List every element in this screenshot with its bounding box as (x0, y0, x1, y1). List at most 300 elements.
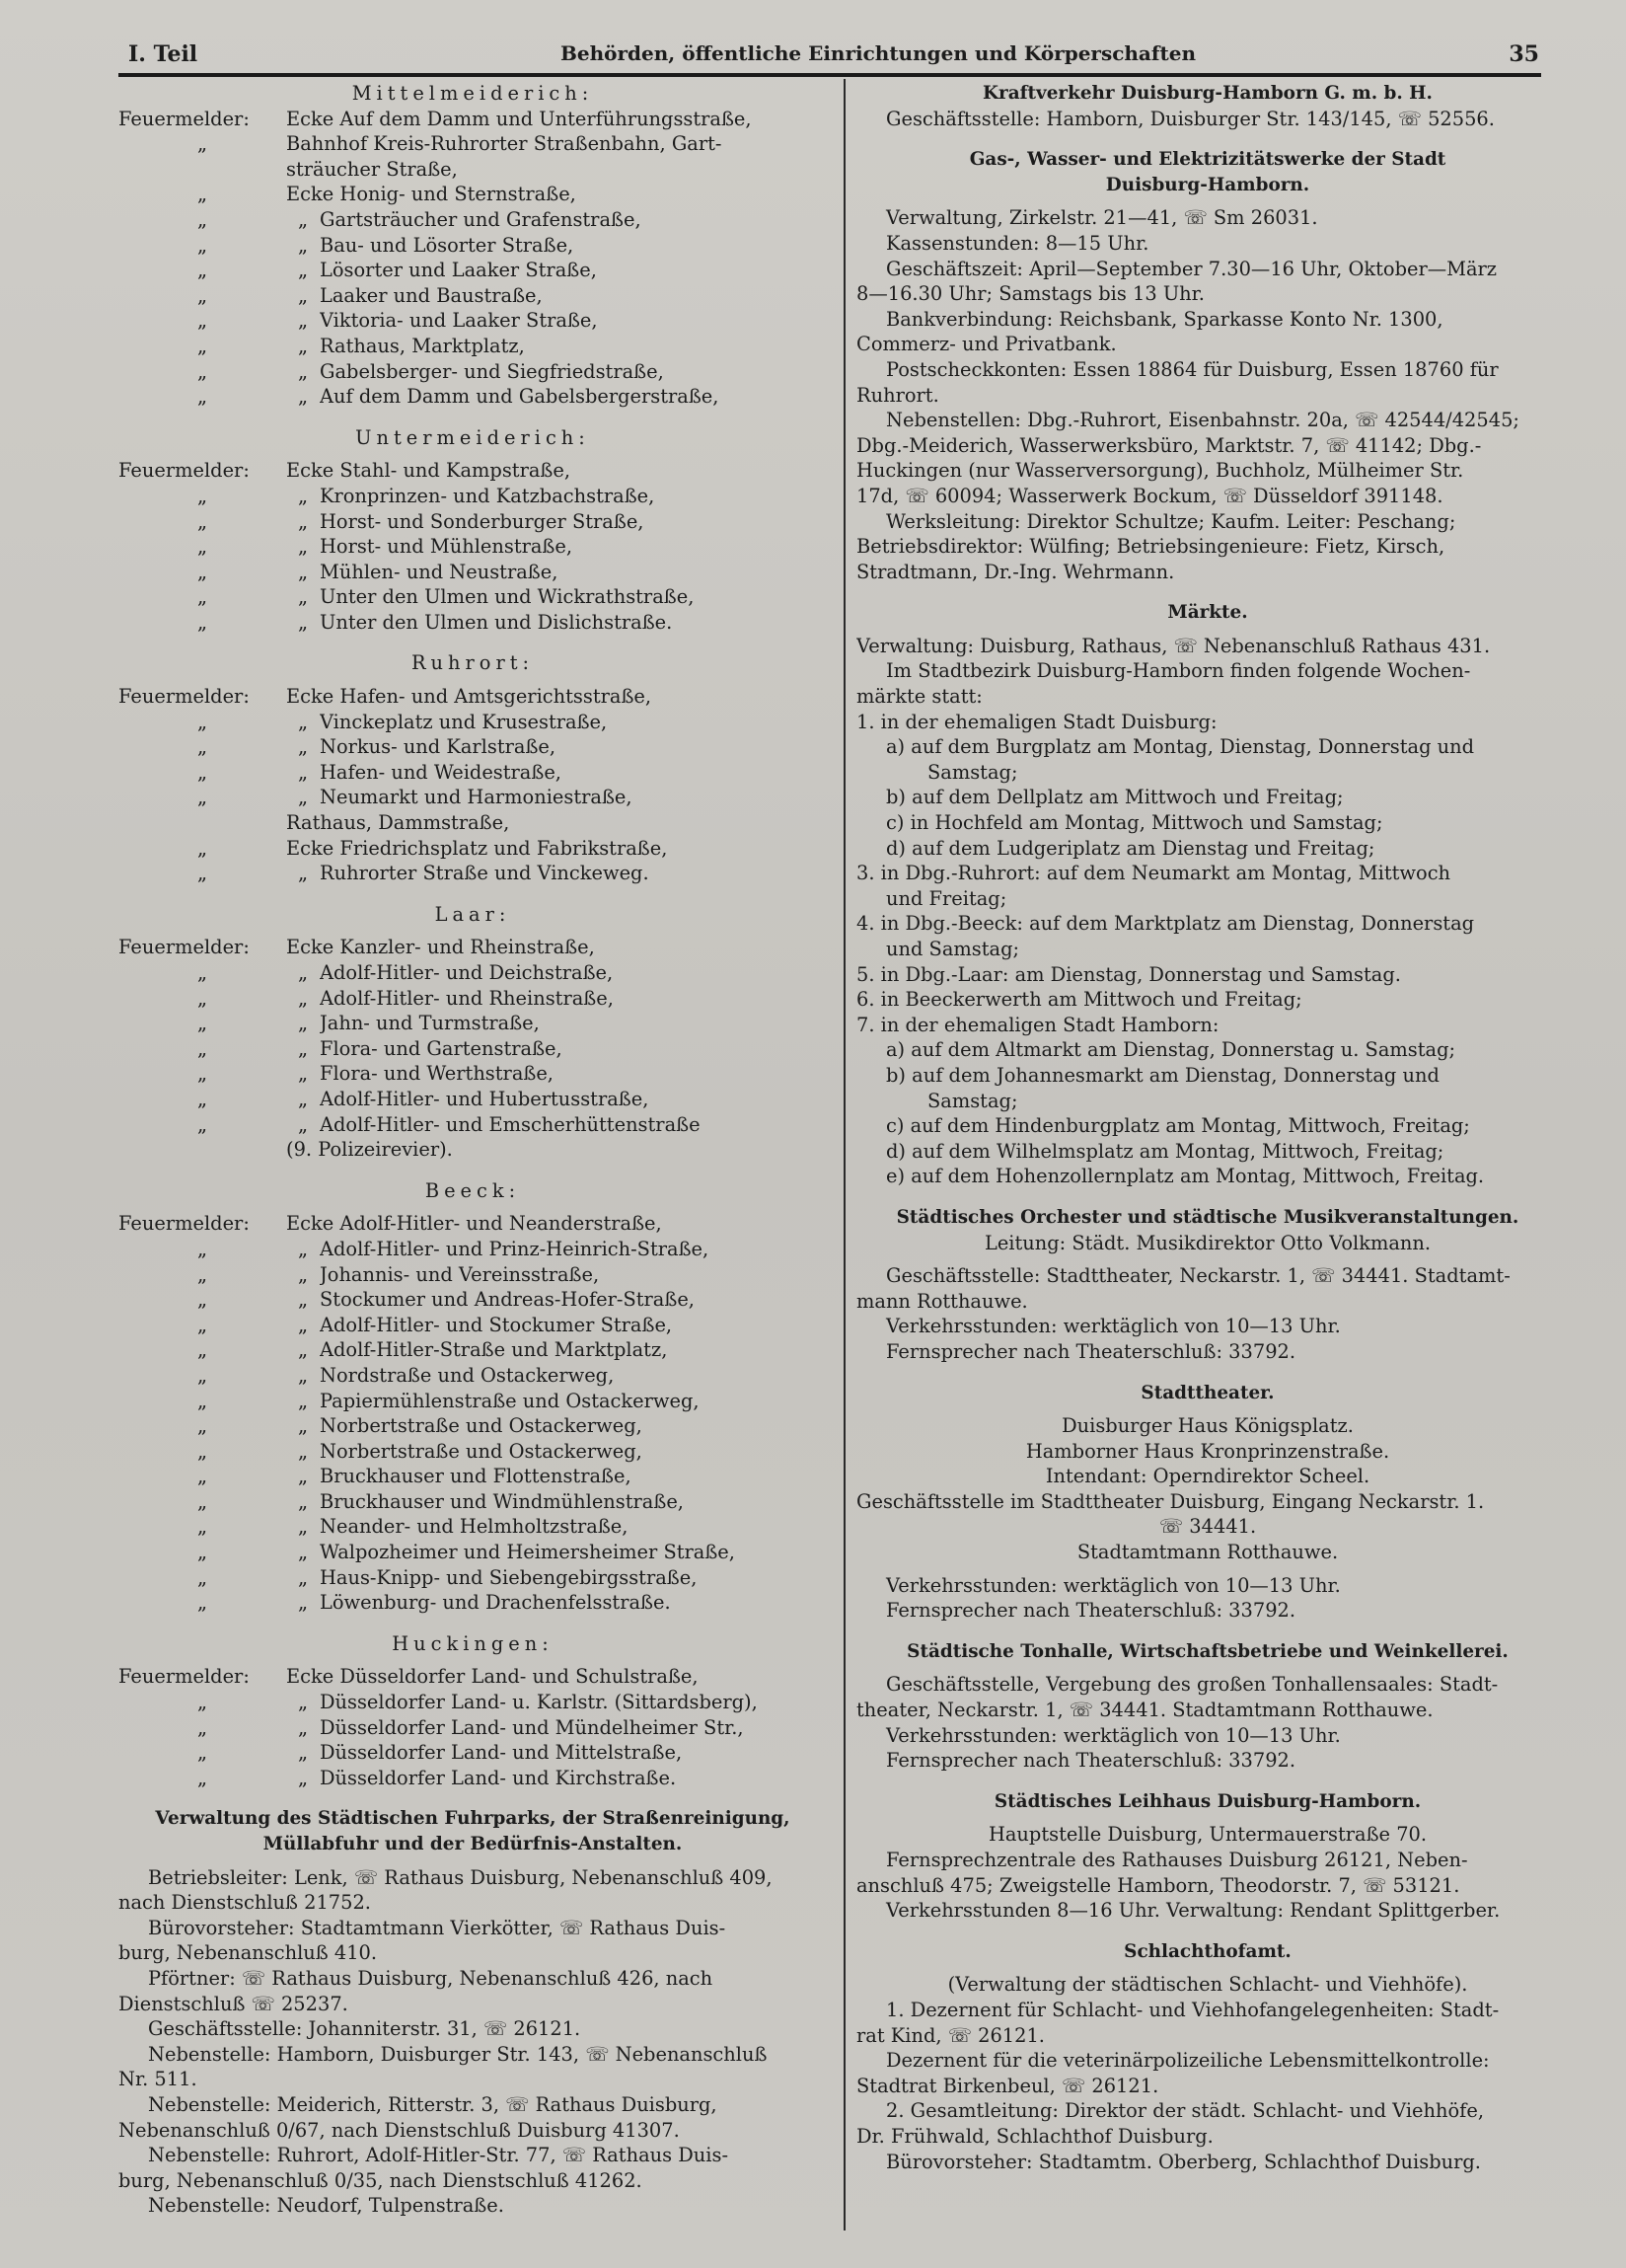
schlachthof-centered (856, 1972, 1559, 1998)
entry-ditto: „ (297, 283, 309, 307)
entry-label: „ (196, 710, 208, 733)
text-line: mann Rotthauwe. (856, 1289, 1028, 1313)
entry-label: „ (196, 1237, 208, 1260)
fire-alarm-entry (118, 1413, 827, 1439)
section-title-mittelmeiderich: Mittelmeiderich: (351, 82, 594, 105)
entry-ditto: „ (297, 1036, 309, 1060)
entry-label: „ (196, 1363, 208, 1387)
text-line: Nebenstelle: Ruhrort, Adolf-Hitler-Str. 77, ☏ Rathaus Duis- (148, 2144, 728, 2167)
entry-label: „ (196, 1465, 208, 1488)
entry-label: „ (196, 183, 208, 206)
text-line: d) auf dem Wilhelmsplatz am Montag, Mittwoch, Freitag; (886, 1139, 1444, 1163)
fire-alarm-entry (118, 684, 827, 710)
entry-label: „ (196, 1112, 208, 1136)
section-title-huckingen: Huckingen: (392, 1631, 554, 1655)
section-heading-tonhalle: Städtische Tonhalle, Wirtschaftsbetriebe und Weinkellerei. (907, 1640, 1509, 1662)
text-line: Nebenstelle: Hamborn, Duisburger Str. 143, ☏ Nebenanschluß (148, 2042, 768, 2066)
fire-alarm-entry (118, 1590, 827, 1616)
entry-label: „ (196, 760, 208, 784)
entry-text: Adolf-Hitler- und Emscherhüttenstraße (320, 1112, 701, 1136)
entry-ditto: „ (297, 1691, 309, 1714)
entry-label: „ (196, 1741, 208, 1765)
entry-label: „ (196, 385, 208, 409)
text-line: Nebenstelle: Meiderich, Ritterstr. 3, ☏ Rathaus Duisburg, (148, 2092, 717, 2116)
fire-alarm-list-mittelmeiderich (118, 107, 827, 410)
kraftverkehr-details (856, 107, 1559, 132)
fire-alarm-entry (118, 1137, 827, 1163)
entry-text: Bahnhof Kreis-Ruhrorter Straßenbahn, Gart- (286, 132, 722, 156)
entry-text: Düsseldorfer Land- u. Karlstr. (Sittardsberg), (320, 1691, 758, 1714)
entry-text: Ecke Honig- und Sternstraße, (286, 183, 576, 206)
entry-text: Bruckhauser und Flottenstraße, (320, 1465, 631, 1488)
entry-text: Viktoria- und Laaker Straße, (320, 309, 598, 333)
entry-label: „ (196, 283, 208, 307)
entry-text: Horst- und Mühlenstraße, (320, 535, 573, 559)
entry-label: Feuermelder: (118, 459, 250, 483)
entry-ditto: „ (297, 1262, 309, 1286)
fire-alarm-list-untermeiderich (118, 458, 827, 635)
text-line: Kassenstunden: 8—15 Uhr. (886, 231, 1149, 255)
entry-text: Papiermühlenstraße und Ostackerweg, (320, 1389, 700, 1412)
fire-alarm-entry (118, 1565, 827, 1591)
entry-ditto: „ (297, 359, 309, 383)
section-heading-schlachthof: Schlachthofamt. (1124, 1940, 1292, 1962)
entry-label: „ (196, 1715, 208, 1739)
fire-alarm-entry (118, 1337, 827, 1363)
fire-alarm-entry (118, 560, 827, 585)
text-line: anschluß 475; Zweigstelle Hamborn, Theodorstr. 7, ☏ 53121. (856, 1873, 1460, 1897)
fire-alarm-entry (118, 1313, 827, 1338)
text-line: 1. Dezernent für Schlacht- und Viehhofangelegenheiten: Stadt- (886, 1998, 1500, 2021)
entry-label: „ (196, 233, 208, 257)
entry-label: „ (196, 484, 208, 507)
text-line: und Samstag; (886, 938, 1020, 960)
fire-alarm-entry (118, 1287, 827, 1313)
fire-alarm-entry (118, 960, 827, 986)
text-line: burg, Nebenanschluß 0/35, nach Dienstschluß 41262. (118, 2168, 642, 2192)
entry-ditto: „ (297, 535, 309, 559)
entry-label: Feuermelder: (118, 685, 250, 709)
fire-alarm-entry (118, 986, 827, 1012)
leihhaus-details (856, 1848, 1559, 1924)
running-title: Behörden, öffentliche Einrichtungen und Körperschaften (560, 41, 1196, 65)
entry-ditto: „ (297, 259, 309, 282)
text-line: Postscheckkonten: Essen 18864 für Duisburg, Essen 18760 für (886, 357, 1499, 381)
entry-text: Mühlen- und Neustraße, (320, 560, 558, 583)
fire-alarm-entry (118, 810, 827, 836)
fire-alarm-entry (118, 584, 827, 610)
entry-label: „ (196, 735, 208, 759)
page-header (118, 41, 1539, 75)
text-line: Nebenanschluß 0/67, nach Dienstschluß Duisburg 41307. (118, 2118, 680, 2142)
entry-ditto: „ (297, 760, 309, 784)
text-line: Fernsprecher nach Theaterschluß: 33792. (886, 1339, 1296, 1363)
text-line: Geschäftsstelle: Stadttheater, Neckarstr. 1, ☏ 34441. Stadtamt- (886, 1264, 1511, 1288)
entry-ditto: „ (297, 309, 309, 333)
text-line: 5. in Dbg.-Laar: am Dienstag, Donnerstag und Samstag. (856, 962, 1401, 986)
entry-label: „ (196, 1062, 208, 1086)
entry-text: Rathaus, Marktplatz, (320, 334, 525, 357)
text-line: Geschäftszeit: April—September 7.30—16 Uhr, Oktober—März (886, 257, 1498, 280)
text-line: Commerz- und Privatbank. (856, 333, 1117, 356)
fire-alarm-entry (118, 734, 827, 760)
entry-label: Feuermelder: (118, 936, 250, 959)
text-line: Ruhrort. (856, 383, 939, 407)
entry-text: sträucher Straße, (286, 157, 458, 181)
entry-text: Düsseldorfer Land- und Kirchstraße. (320, 1766, 677, 1789)
text-line: Fernsprechzentrale des Rathauses Duisburg 26121, Neben- (886, 1849, 1468, 1871)
entry-label: „ (196, 1541, 208, 1564)
fire-alarm-entry (118, 1389, 827, 1414)
text-line: Pförtner: ☏ Rathaus Duisburg, Nebenanschluß 426, nach (148, 1966, 713, 1990)
entry-label: „ (196, 1515, 208, 1539)
entry-label: „ (196, 585, 208, 609)
text-line: Betriebsleiter: Lenk, ☏ Rathaus Duisburg, Nebenanschluß 409, (148, 1865, 773, 1889)
section-heading-leihhaus: Städtisches Leihhaus Duisburg-Hamborn. (994, 1790, 1422, 1812)
entry-ditto: „ (297, 1489, 309, 1513)
entry-label: „ (196, 1036, 208, 1060)
entry-label: Feuermelder: (118, 1665, 250, 1689)
fire-alarm-entry (118, 935, 827, 960)
column-divider (844, 79, 846, 2230)
text-line: märkte statt: (856, 685, 983, 709)
text-line: Dr. Frühwald, Schlachthof Duisburg. (856, 2124, 1214, 2148)
entry-text: Haus-Knipp- und Siebengebirgsstraße, (320, 1565, 698, 1589)
text-line: Samstag; (927, 1089, 1018, 1112)
text-line: Samstag; (927, 760, 1018, 784)
entry-text: Laaker und Baustraße, (320, 283, 543, 307)
fire-alarm-entry (118, 1262, 827, 1288)
entry-ditto: „ (297, 710, 309, 733)
entry-text: Adolf-Hitler-Straße und Marktplatz, (320, 1338, 668, 1362)
stadttheater-details (856, 1573, 1559, 1624)
fire-alarm-entry (118, 509, 827, 535)
entry-text: Bau- und Lösorter Straße, (320, 233, 574, 257)
entry-text: Walpozheimer und Heimersheimer Straße, (320, 1541, 735, 1564)
fire-alarm-entry (118, 1036, 827, 1062)
entry-text: Bruckhauser und Windmühlenstraße, (320, 1489, 684, 1513)
entry-text: Norbertstraße und Ostackerweg, (320, 1414, 642, 1438)
entry-ditto: „ (297, 1465, 309, 1488)
fire-alarm-entry (118, 710, 827, 735)
text-line: a) auf dem Burgplatz am Montag, Dienstag, Donnerstag und (886, 735, 1475, 759)
entry-ditto: „ (297, 1439, 309, 1463)
entry-text: Flora- und Gartenstraße, (320, 1036, 562, 1060)
entry-label (118, 1137, 286, 1163)
entry-ditto: „ (297, 207, 309, 231)
fire-alarm-entry (118, 836, 827, 862)
entry-label (118, 810, 286, 836)
fire-alarm-list-beeck (118, 1211, 827, 1616)
entry-text: Norkus- und Karlstraße, (320, 735, 556, 759)
text-line: Nebenstellen: Dbg.-Ruhrort, Eisenbahnstr. 20a, ☏ 42544/42545; (886, 409, 1519, 432)
entry-text: Nordstraße und Ostackerweg, (320, 1363, 615, 1387)
entry-ditto: „ (297, 1313, 309, 1336)
fire-alarm-entry (118, 1087, 827, 1112)
fire-alarm-entry (118, 258, 827, 283)
gaswerke-details (856, 205, 1559, 584)
fire-alarm-entry (118, 785, 827, 810)
entry-ditto: „ (297, 986, 309, 1010)
entry-text: Ecke Friedrichsplatz und Fabrikstraße, (286, 836, 668, 860)
entry-label: „ (196, 1087, 208, 1110)
entry-ditto: „ (297, 786, 309, 809)
entry-label: „ (196, 207, 208, 231)
entry-label: „ (196, 560, 208, 583)
entry-text: Rathaus, Dammstraße, (286, 811, 510, 835)
entry-label (118, 157, 286, 183)
centered-line: (Verwaltung der städtischen Schlacht- und Viehhöfe). (947, 1973, 1468, 1997)
entry-label: „ (196, 986, 208, 1010)
fire-alarm-entry (118, 534, 827, 560)
fire-alarm-entry (118, 1766, 827, 1791)
section-heading-gaswerke-2: Duisburg-Hamborn. (1105, 174, 1310, 195)
entry-ditto: „ (297, 1389, 309, 1412)
fire-alarm-list-laar (118, 935, 827, 1162)
entry-ditto: „ (297, 1515, 309, 1539)
fire-alarm-entry (118, 207, 827, 233)
text-line: Verkehrsstunden: werktäglich von 10—13 Uhr. (886, 1315, 1341, 1338)
entry-ditto: „ (297, 1715, 309, 1739)
section-title-ruhrort: Ruhrort: (410, 651, 535, 675)
entry-ditto: „ (297, 1565, 309, 1589)
fire-alarm-entry (118, 107, 827, 132)
text-line: Geschäftsstelle, Vergebung des großen Tonhallensaales: Stadt- (886, 1673, 1499, 1697)
fire-alarm-entry (118, 283, 827, 309)
entry-text: Adolf-Hitler- und Hubertusstraße, (320, 1087, 649, 1110)
entry-ditto: „ (297, 509, 309, 533)
text-line: Bürovorsteher: Stadtamtm. Oberberg, Schlachthof Duisburg. (886, 2150, 1481, 2173)
entry-label: „ (196, 1691, 208, 1714)
entry-label: „ (196, 1262, 208, 1286)
fire-alarm-entry (118, 334, 827, 359)
centered-line: Hauptstelle Duisburg, Untermauerstraße 70. (988, 1823, 1428, 1847)
entry-label: „ (196, 1338, 208, 1362)
entry-ditto: „ (297, 1591, 309, 1615)
entry-label: „ (196, 309, 208, 333)
entry-text: Adolf-Hitler- und Rheinstraße, (320, 986, 614, 1010)
entry-label: „ (196, 1313, 208, 1336)
section-title-beeck: Beeck: (424, 1178, 521, 1202)
entry-label: „ (196, 1591, 208, 1615)
entry-ditto: „ (297, 1414, 309, 1438)
section-label: I. Teil (128, 41, 198, 67)
entry-label: „ (196, 961, 208, 984)
centered-line: Stadtamtmann Rotthauwe. (1076, 1541, 1339, 1564)
entry-ditto: „ (297, 1237, 309, 1260)
fire-alarm-entry (118, 1211, 827, 1237)
entry-text: Löwenburg- und Drachenfelsstraße. (320, 1591, 671, 1615)
text-line: 8—16.30 Uhr; Samstags bis 13 Uhr. (856, 282, 1205, 306)
entry-text: Ecke Stahl- und Kampstraße, (286, 459, 571, 483)
text-line: 7. in der ehemaligen Stadt Hamborn: (856, 1013, 1220, 1036)
entry-ditto: „ (297, 560, 309, 583)
entry-ditto: „ (297, 735, 309, 759)
entry-label: „ (196, 1012, 208, 1035)
entry-ditto: „ (297, 1012, 309, 1035)
entry-text: Stockumer und Andreas-Hofer-Straße, (320, 1288, 695, 1312)
fuhrpark-details (118, 1865, 827, 2219)
entry-label: „ (196, 862, 208, 885)
entry-label: „ (196, 786, 208, 809)
text-line: Fernsprecher nach Theaterschluß: 33792. (886, 1599, 1296, 1623)
centered-line: Intendant: Operndirektor Scheel. (1045, 1465, 1370, 1488)
entry-ditto: „ (297, 1363, 309, 1387)
entry-ditto: „ (297, 1087, 309, 1110)
entry-text: Hafen- und Weidestraße, (320, 760, 561, 784)
section-heading-fuhrpark-1: Verwaltung des Städtischen Fuhrparks, der Straßenreinigung, (155, 1808, 790, 1830)
text-line: Huckingen (nur Wasserversorgung), Buchholz, Mülheimer Str. (856, 459, 1464, 483)
text-line: 2. Gesamtleitung: Direktor der städt. Schlacht- und Viehhöfe, (886, 2099, 1484, 2123)
entry-text: Ecke Hafen- und Amtsgerichtsstraße, (286, 685, 652, 709)
fire-alarm-entry (118, 1011, 827, 1036)
section-heading-maerkte: Märkte. (1167, 602, 1248, 624)
text-line: Verkehrsstunden: werktäglich von 10—13 Uhr. (886, 1723, 1341, 1747)
fire-alarm-entry (118, 384, 827, 410)
entry-label: „ (196, 1288, 208, 1312)
section-heading-stadttheater: Stadttheater. (1141, 1382, 1275, 1403)
fire-alarm-entry (118, 359, 827, 385)
text-line: c) in Hochfeld am Montag, Mittwoch und Samstag; (886, 811, 1383, 835)
stadttheater-centered (856, 1413, 1559, 1489)
entry-text: Düsseldorfer Land- und Mittelstraße, (320, 1741, 683, 1765)
entry-ditto: „ (297, 1062, 309, 1086)
text-line: Bankverbindung: Reichsbank, Sparkasse Konto Nr. 1300, (886, 307, 1443, 331)
entry-ditto: „ (297, 961, 309, 984)
right-column (856, 81, 1559, 2174)
entry-text: Adolf-Hitler- und Deichstraße, (320, 961, 614, 984)
entry-label: „ (196, 509, 208, 533)
entry-label: „ (196, 836, 208, 860)
text-line: rat Kind, ☏ 26121. (856, 2023, 1045, 2047)
text-line: 3. in Dbg.-Ruhrort: auf dem Neumarkt am Montag, Mittwoch (856, 862, 1451, 885)
entry-label: „ (196, 535, 208, 559)
page-number: 35 (1509, 41, 1539, 67)
entry-ditto: „ (297, 1338, 309, 1362)
text-line: b) auf dem Dellplatz am Mittwoch und Freitag; (886, 786, 1344, 809)
entry-label: „ (196, 1565, 208, 1589)
text-line: a) auf dem Altmarkt am Dienstag, Donnerstag u. Samstag; (886, 1038, 1456, 1062)
entry-ditto: „ (297, 1112, 309, 1136)
entry-text: Vinckeplatz und Krusestraße, (320, 710, 608, 733)
entry-label: „ (196, 334, 208, 357)
fire-alarm-entry (118, 1237, 827, 1262)
text-line: Bürovorsteher: Stadtamtmann Vierkötter, ☏ Rathaus Duis- (148, 1916, 726, 1939)
entry-ditto: „ (297, 1741, 309, 1765)
entry-text: (9. Polizeirevier). (286, 1138, 453, 1162)
orchester-details (856, 1263, 1559, 1364)
entry-text: Adolf-Hitler- und Prinz-Heinrich-Straße, (320, 1237, 709, 1260)
entry-text: Gartsträucher und Grafenstraße, (320, 207, 641, 231)
fire-alarm-entry (118, 131, 827, 157)
entry-label: „ (196, 359, 208, 383)
stadttheater-office: Geschäftsstelle im Stadttheater Duisburg, Eingang Neckarstr. 1. (856, 1489, 1485, 1513)
text-line: Stradtmann, Dr.-Ing. Wehrmann. (856, 560, 1175, 583)
text-line: Betriebsdirektor: Wülfing; Betriebsingenieure: Fietz, Kirsch, (856, 535, 1445, 559)
entry-label: „ (196, 1389, 208, 1412)
entry-ditto: „ (297, 862, 309, 885)
entry-label: Feuermelder: (118, 1212, 250, 1236)
entry-ditto: „ (297, 610, 309, 634)
section-heading-orchester: Städtisches Orchester und städtische Musikveranstaltungen. (896, 1206, 1519, 1228)
centered-line: ☏ 34441. (1158, 1515, 1257, 1539)
fire-alarm-entry (118, 233, 827, 259)
text-line: c) auf dem Hindenburgplatz am Montag, Mittwoch, Freitag; (886, 1114, 1470, 1138)
entry-label: Feuermelder: (118, 107, 250, 130)
text-line: Verwaltung: Duisburg, Rathaus, ☏ Nebenanschluß Rathaus 431. (856, 634, 1491, 657)
left-column (118, 81, 827, 2219)
fire-alarm-entry (118, 1112, 827, 1138)
fire-alarm-entry (118, 308, 827, 334)
entry-text: Unter den Ulmen und Dislichstraße. (320, 610, 673, 634)
text-line: Nr. 511. (118, 2068, 197, 2091)
text-line: nach Dienstschluß 21752. (118, 1891, 371, 1915)
fire-alarm-entry (118, 458, 827, 484)
text-line: burg, Nebenanschluß 410. (118, 1941, 378, 1965)
tonhalle-details (856, 1672, 1559, 1773)
stadttheater-centered-2 (856, 1514, 1559, 1564)
entry-ditto: „ (297, 1288, 309, 1312)
centered-line: Duisburger Haus Königsplatz. (1062, 1414, 1354, 1438)
entry-ditto: „ (297, 385, 309, 409)
entry-text: Adolf-Hitler- und Stockumer Straße, (320, 1313, 673, 1336)
entry-ditto: „ (297, 1541, 309, 1564)
entry-label: „ (196, 1439, 208, 1463)
fire-alarm-entry (118, 1439, 827, 1465)
section-title-laar: Laar: (434, 902, 511, 926)
entry-text: Düsseldorfer Land- und Mündelheimer Str., (320, 1715, 744, 1739)
entry-text: Ecke Düsseldorfer Land- und Schulstraße, (286, 1665, 699, 1689)
text-line: Dienstschluß ☏ 25237. (118, 1992, 348, 2015)
maerkte-details (856, 634, 1559, 1189)
entry-ditto: „ (297, 334, 309, 357)
fire-alarm-list-huckingen (118, 1664, 827, 1790)
entry-text: Johannis- und Vereinsstraße, (320, 1262, 600, 1286)
entry-text: Neander- und Helmholtzstraße, (320, 1515, 628, 1539)
text-line: und Freitag; (886, 886, 1007, 910)
text-line: Dezernent für die veterinärpolizeiliche Lebensmittelkontrolle: (886, 2049, 1490, 2073)
entry-text: Ruhrorter Straße und Vinckeweg. (320, 862, 649, 885)
entry-text: Unter den Ulmen und Wickrathstraße, (320, 585, 695, 609)
entry-text: Horst- und Sonderburger Straße, (320, 509, 644, 533)
fire-alarm-entry (118, 1540, 827, 1565)
entry-ditto: „ (297, 1766, 309, 1789)
entry-text: Ecke Auf dem Damm und Unterführungsstraße, (286, 107, 752, 130)
fire-alarm-entry (118, 1464, 827, 1489)
entry-text: Norbertstraße und Ostackerweg, (320, 1439, 642, 1463)
text-line: 4. in Dbg.-Beeck: auf dem Marktplatz am Dienstag, Donnerstag (856, 912, 1475, 936)
header-rule (118, 73, 1541, 77)
fire-alarm-entry (118, 760, 827, 786)
text-line: Nebenstelle: Neudorf, Tulpenstraße. (148, 2194, 504, 2218)
text-line: Werksleitung: Direktor Schultze; Kaufm. Leiter: Peschang; (886, 509, 1456, 533)
text-line: Fernsprecher nach Theaterschluß: 33792. (886, 1749, 1296, 1773)
entry-label: „ (196, 259, 208, 282)
entry-text: Lösorter und Laaker Straße, (320, 259, 597, 282)
entry-label: „ (196, 132, 208, 156)
fire-alarm-entry (118, 1715, 827, 1741)
fire-alarm-entry (118, 182, 827, 207)
fire-alarm-entry (118, 1664, 827, 1690)
entry-text: Neumarkt und Harmoniestraße, (320, 786, 632, 809)
entry-text: Gabelsberger- und Siegfriedstraße, (320, 359, 664, 383)
text-line: Geschäftsstelle: Johanniterstr. 31, ☏ 26121. (148, 2017, 581, 2041)
fire-alarm-entry (118, 1690, 827, 1715)
fire-alarm-entry (118, 1489, 827, 1515)
centered-line: Hamborner Haus Kronprinzenstraße. (1025, 1439, 1390, 1463)
orchester-leitung: Leitung: Städt. Musikdirektor Otto Volkmann. (984, 1231, 1432, 1254)
text-line: theater, Neckarstr. 1, ☏ 34441. Stadtamtmann Rotthauwe. (856, 1699, 1434, 1722)
